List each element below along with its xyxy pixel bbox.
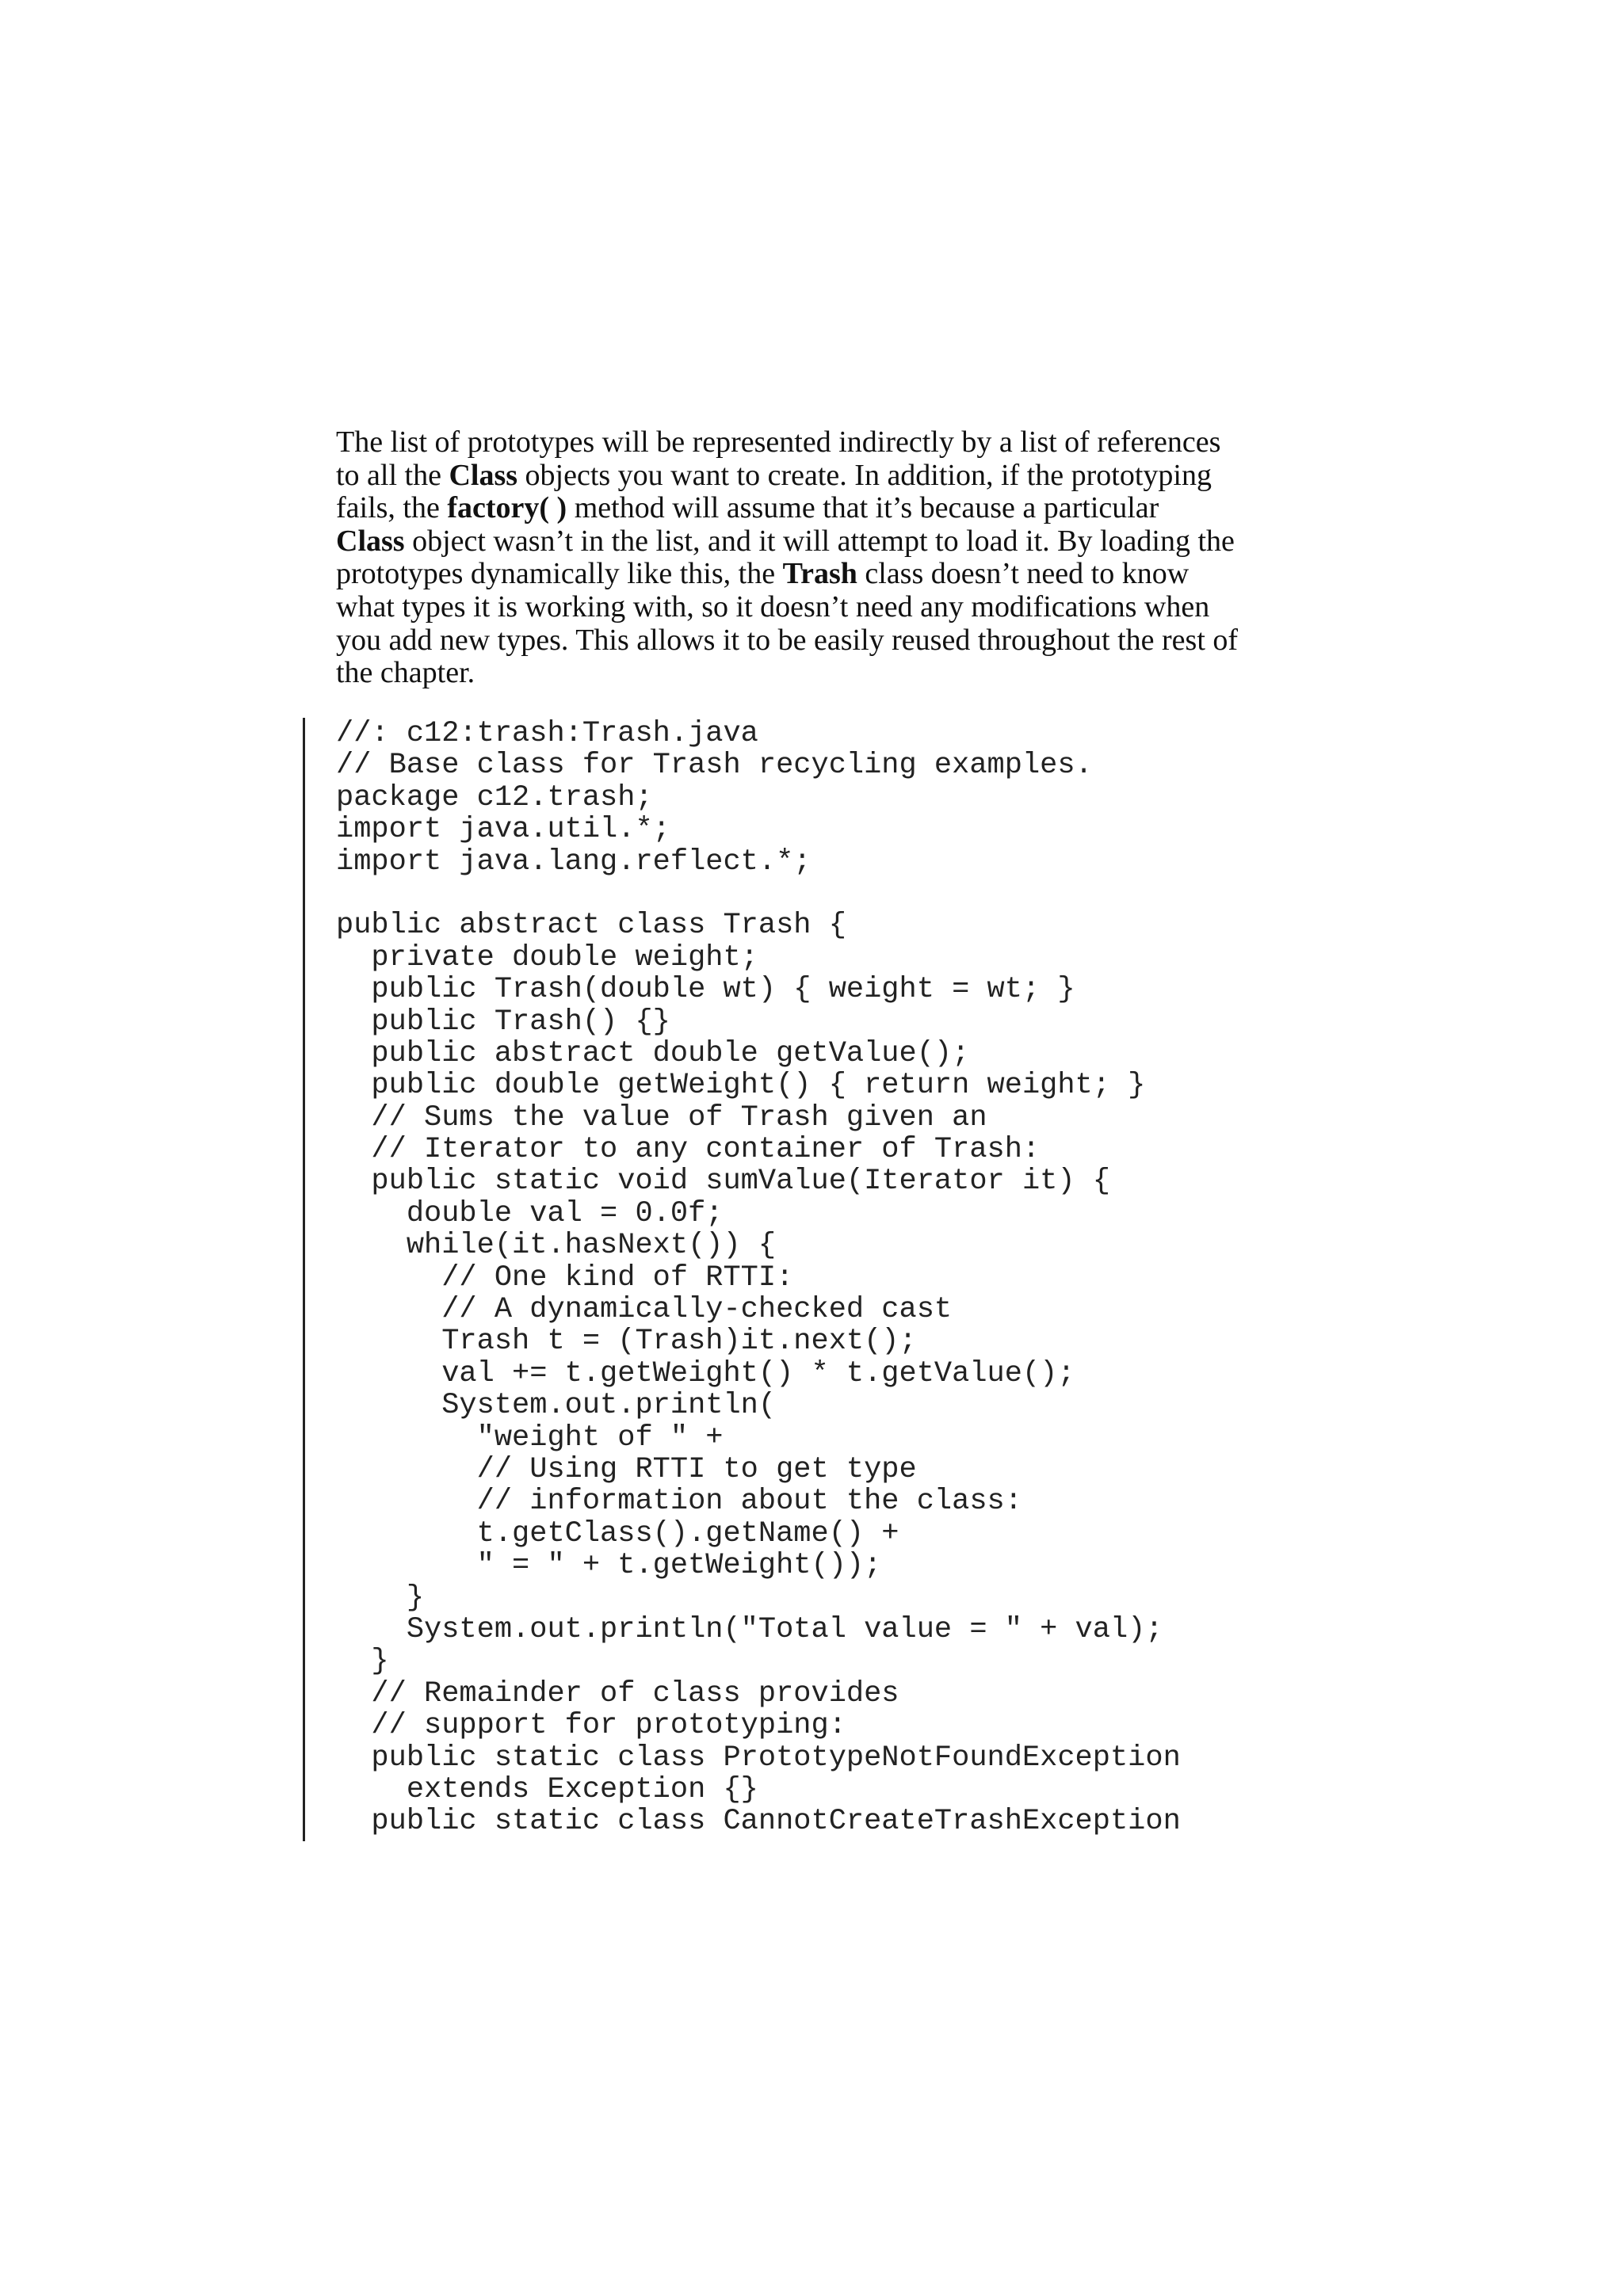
text-run: object wasn’t in the list, and it will attempt to load it. By loading the (404, 524, 1235, 558)
code-listing (336, 718, 1572, 1838)
text-run: to all the (336, 458, 449, 492)
code-line: public abstract double getValue(); (336, 1036, 970, 1070)
paragraph-line (336, 460, 1311, 493)
code-line: public static class PrototypeNotFoundException (336, 1741, 1181, 1775)
code-line: // Iterator to any container of Trash: (336, 1133, 1041, 1167)
bold-term: Class (336, 524, 405, 558)
code-line: t.getClass().getName() + (336, 1516, 899, 1550)
code-line: // Base class for Trash recycling examples. (336, 749, 1093, 783)
code-line: public static class CannotCreateTrashException (336, 1805, 1181, 1839)
code-line: public Trash(double wt) { weight = wt; } (336, 973, 1075, 1007)
body-paragraph (336, 426, 1311, 690)
code-line: public double getWeight() { return weight; } (336, 1069, 1146, 1103)
code-line: //: c12:trash:Trash.java (336, 717, 758, 750)
text-run: objects you want to create. In addition, if the prototyping (517, 458, 1212, 492)
code-line: public abstract class Trash { (336, 909, 846, 943)
paragraph-line (336, 492, 1311, 525)
bold-term: Class (449, 458, 518, 492)
code-margin-rule (303, 718, 305, 1841)
bold-term: factory( ) (447, 491, 567, 525)
code-line: System.out.println( (336, 1389, 777, 1423)
code-line: while(it.hasNext()) { (336, 1229, 777, 1263)
text-run: fails, the (336, 491, 448, 525)
code-line: double val = 0.0f; (336, 1196, 724, 1230)
text-run: the chapter. (336, 656, 475, 690)
code-line: // Sums the value of Trash given an (336, 1100, 987, 1135)
paragraph-line (336, 624, 1311, 658)
code-line (336, 878, 1572, 910)
code-line: package c12.trash; (336, 780, 653, 814)
code-line: // Using RTTI to get type (336, 1452, 917, 1486)
code-line: public static void sumValue(Iterator it) { (336, 1165, 1110, 1199)
text-run: you add new types. This allows it to be easily reused throughout the rest of (336, 623, 1239, 657)
code-line: System.out.println("Total value = " + val); (336, 1612, 1163, 1646)
text-run: class doesn’t need to know (857, 557, 1190, 591)
code-line: "weight of " + (336, 1421, 724, 1455)
code-line: // Remainder of class provides (336, 1676, 899, 1711)
code-line: extends Exception {} (336, 1772, 758, 1806)
text-run: The list of prototypes will be represented indirectly by a list of references (336, 425, 1221, 459)
text-run: what types it is working with, so it doesn’t need any modifications when (336, 589, 1210, 624)
code-line: val += t.getWeight() * t.getValue(); (336, 1356, 1075, 1390)
code-line: " = " + t.getWeight()); (336, 1549, 882, 1583)
paragraph-line (336, 558, 1311, 591)
code-line: // A dynamically-checked cast (336, 1293, 953, 1327)
paragraph-line (336, 657, 1311, 690)
text-run: method will assume that it’s because a particular (567, 491, 1159, 525)
code-line: } (336, 1581, 425, 1615)
code-line: Trash t = (Trash)it.next(); (336, 1325, 917, 1359)
paragraph-line (336, 591, 1311, 624)
code-line: import java.lang.reflect.*; (336, 845, 812, 879)
paragraph-line (336, 426, 1311, 460)
code-line: } (336, 1645, 389, 1679)
code-line: // support for prototyping: (336, 1709, 846, 1743)
bold-term: Trash (782, 557, 857, 591)
text-run: prototypes dynamically like this, the (336, 557, 783, 591)
code-line: public Trash() {} (336, 1005, 670, 1039)
code-line: private double weight; (336, 940, 758, 974)
paragraph-line (336, 525, 1311, 559)
code-line: // information about the class: (336, 1485, 1022, 1519)
code-line: // One kind of RTTI: (336, 1261, 794, 1295)
code-line: import java.util.*; (336, 813, 670, 847)
